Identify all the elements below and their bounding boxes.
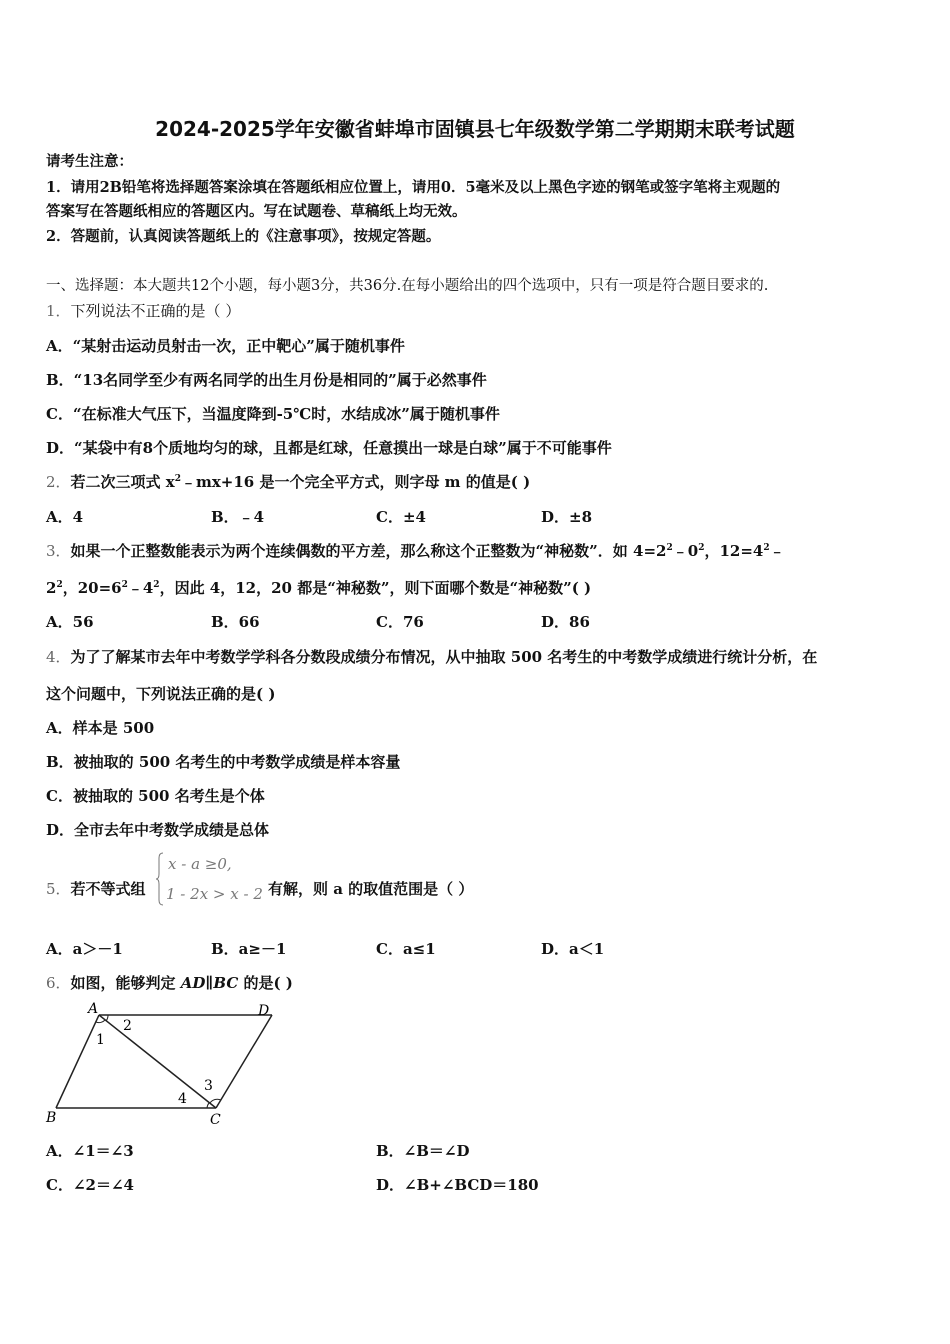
question-4-stem-line-2: 这个问题中，下列说法正确的是( ) [46,685,276,703]
superscript: 2 [121,580,128,590]
question-text: ，12=4 [704,542,764,560]
question-number: 5． [46,880,71,898]
question-2-stem [46,472,530,492]
q4-option-b: B．被抽取的 500 名考生的中考数学成绩是样本容量 [46,753,401,771]
question-text: 的是( ) [238,974,293,992]
q5-option-d: D．a＜1 [541,940,605,958]
superscript: 2 [56,580,63,590]
question-5-stem-pre [46,879,146,899]
q2-option-a: A．4 [46,508,84,526]
label-b: B [46,1110,57,1126]
question-text: 如图，能够判定 [70,974,181,992]
question-number: 1． [46,302,71,320]
question-text: 下列说法不正确的是（ ） [70,302,241,320]
q5-option-c: C．a≤1 [376,940,436,958]
question-text: ﹣mx+16 是一个完全平方式，则字母 m 的值是( ) [180,473,531,491]
section-header: 一、选择题：本大题共12个小题，每小题3分，共36分.在每小题给出的四个选项中，只有一项是符合题目要求的. [46,278,769,294]
segment-dc [216,1015,272,1108]
q3-option-a: A．56 [46,613,94,631]
q4-option-a: A．样本是 500 [46,719,155,737]
q2-option-d: D．±8 [541,508,593,526]
q3-option-b: B．66 [211,613,260,631]
q3-option-d: D．86 [541,613,590,631]
question-number: 6． [46,974,71,992]
q4-option-c: C．被抽取的 500 名考生是个体 [46,787,265,805]
angle-1-arc [96,1020,105,1023]
label-d: D [258,1003,270,1019]
q2-option-c: C．±4 [376,508,426,526]
notice-line-2: 2．答题前，认真阅读答题纸上的《注意事项》，按规定答题。 [46,228,441,245]
q1-option-a: A．“某射击运动员射击一次，正中靶心”属于随机事件 [46,337,405,355]
label-angle-3: 3 [204,1078,213,1094]
question-text: 若二次三项式 x [70,473,175,491]
q3-option-c: C．76 [376,613,424,631]
notice-heading: 请考生注意： [46,153,133,170]
question-5-stem-post: 有解，则 a 的取值范围是（ ） [268,880,474,898]
label-angle-4: 4 [178,1091,187,1107]
label-angle-2: 2 [123,1018,132,1034]
segment-ab [56,1015,99,1108]
question-number: 4． [46,648,71,666]
system-brace [156,852,164,906]
page-title: 2024-2025学年安徽省蚌埠市固镇县七年级数学第二学期期末联考试题 [155,117,795,141]
label-angle-1: 1 [96,1032,105,1048]
question-text: ，因此 4，12，20 都是“神秘数”，则下面哪个数是“神秘数”( ) [159,579,592,597]
notice-line-1b: 答案写在答题纸相应的答题区内。写在试题卷、草稿纸上均无效。 [46,203,467,220]
diagonal-ac [99,1015,216,1108]
notice-line-1a: 1．请用2B铅笔将选择题答案涂填在答题纸相应位置上，请用0．5毫米及以上黑色字迹的钢笔或签字笔将主观题的 [46,179,781,196]
inequality-2: 1 - 2x > x - 2 [166,885,263,903]
q6-option-b: B．∠B＝∠D [376,1142,470,1160]
question-4-stem-line-1 [46,647,817,667]
q6-option-d: D．∠B+∠BCD＝180 [376,1176,539,1194]
q6-option-c: C．∠2＝∠4 [46,1176,134,1194]
q4-option-d: D．全市去年中考数学成绩是总体 [46,821,270,839]
superscript: 2 [666,543,673,553]
q5-option-a: A．a＞－1 [46,940,123,958]
question-3-stem-line-1 [46,541,785,561]
question-text: 为了了解某市去年中考数学学科各分数段成绩分布情况，从中抽取 500 名考生的中考数学成绩进行统计分析，在 [70,648,818,666]
question-text: ﹣0 [672,542,699,560]
superscript: 2 [698,543,705,553]
q5-option-b: B．a≥－1 [211,940,287,958]
question-text: 若不等式组 [70,880,146,898]
math-expression: AD∥BC [180,974,239,992]
q1-option-b: B．“13名同学至少有两名同学的出生月份是相同的”属于必然事件 [46,371,487,389]
q2-option-b: B．﹣4 [211,508,265,526]
question-text: ﹣4 [127,579,154,597]
inequality-1: x - a ≥0, [168,855,232,873]
parallelogram-figure [44,1000,284,1130]
superscript: 2 [763,543,770,553]
question-text: ﹣ [769,542,785,560]
superscript: 2 [174,474,181,484]
question-text: 如果一个正整数能表示为两个连续偶数的平方差，那么称这个正整数为“神秘数”．如 4=2 [70,542,667,560]
q1-option-d: D．“某袋中有8个质地均匀的球，且都是红球，任意摸出一球是白球”属于不可能事件 [46,439,612,457]
label-c: C [210,1112,221,1128]
question-6-stem [46,973,293,993]
question-text: 2 [46,579,57,597]
q6-option-a: A．∠1＝∠3 [46,1142,134,1160]
angle-2-arc [106,1015,108,1021]
question-1-stem [46,301,240,321]
question-3-stem-line-2 [46,578,591,598]
q1-option-c: C．“在标准大气压下，当温度降到-5℃时，水结成冰”属于随机事件 [46,405,500,423]
superscript: 2 [153,580,160,590]
question-number: 2． [46,473,71,491]
question-number: 3． [46,542,71,560]
label-a: A [88,1001,99,1017]
question-text: ，20=6 [62,579,122,597]
